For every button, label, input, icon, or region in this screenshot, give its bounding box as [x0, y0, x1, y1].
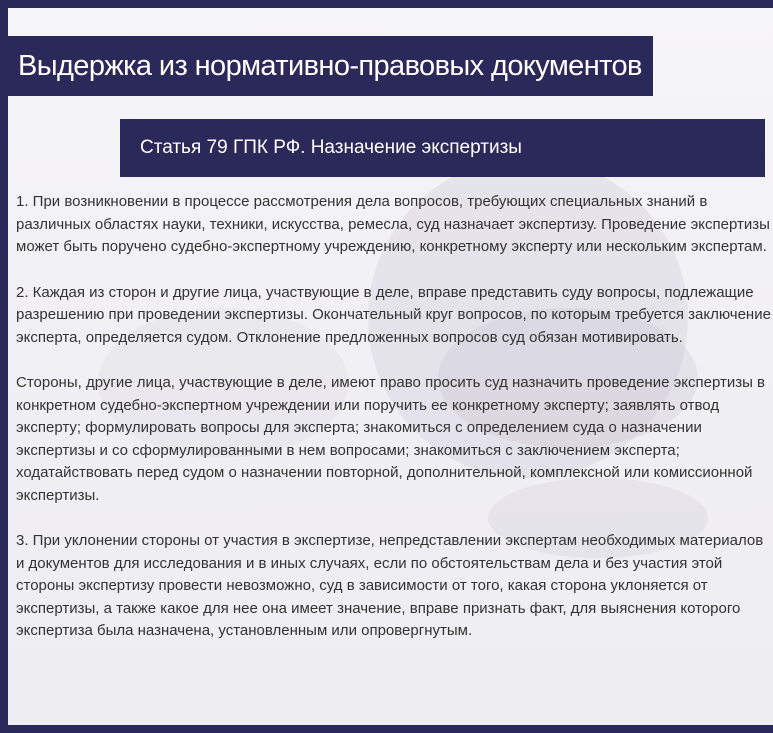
paragraph: 2. Каждая из сторон и другие лица, участвующие в деле, вправе представить суду вопросы, подлежащие разрешению при проведении экспертизы. Окончательный круг вопросов, по которым требуется заключение эксперта, определяется судом. Отклонение предложенных вопросов суд обязан мотивировать. — [16, 283, 771, 346]
article-body — [16, 191, 773, 716]
paragraph: Стороны, другие лица, участвующие в деле, имеют право просить суд назначить проведение экспертизы в конкретном судебно-экспертном учреждении или поручить ее конкретному эксперту; заявлять отвод эксперту; формулировать вопросы для эксперта; знакомиться с определением суда о назначении экспертизы и со сформулированными в нем вопросами; знакомиться с заключением эксперта; ходатайствовать перед судом о назначении повторной, дополнительной, комплексной или комиссионной экспертизы. — [16, 374, 765, 504]
paragraph: 3. При уклонении стороны от участия в экспертизе, непредставлении экспертам необходимых материалов и документов для исследования и в иных случаях, если по обстоятельствам дела и без участия этой стороны экспертизу провести невозможно, суд в зависимости от того, какая сторона уклоняется от экспертизы, а также какое для нее она имеет значение, вправе признать факт, для выяснения которого экспертиза была назначена, установленным или опровергнутым. — [16, 532, 764, 639]
subtitle-banner — [120, 119, 765, 177]
paragraph: 1. При возникновении в процессе рассмотрения дела вопросов, требующих специальных знаний в различных областях науки, техники, искусства, ремесла, суд назначает экспертизу. Проведение экспертизы может быть поручено судебно-экспертному учреждению, конкретному эксперту или нескольким экспертам. — [16, 193, 770, 255]
article-title: Статья 79 ГПК РФ. Назначение экспертизы — [140, 137, 522, 158]
title-banner — [8, 36, 653, 96]
page-title: Выдержка из нормативно-правовых документов — [18, 49, 642, 82]
